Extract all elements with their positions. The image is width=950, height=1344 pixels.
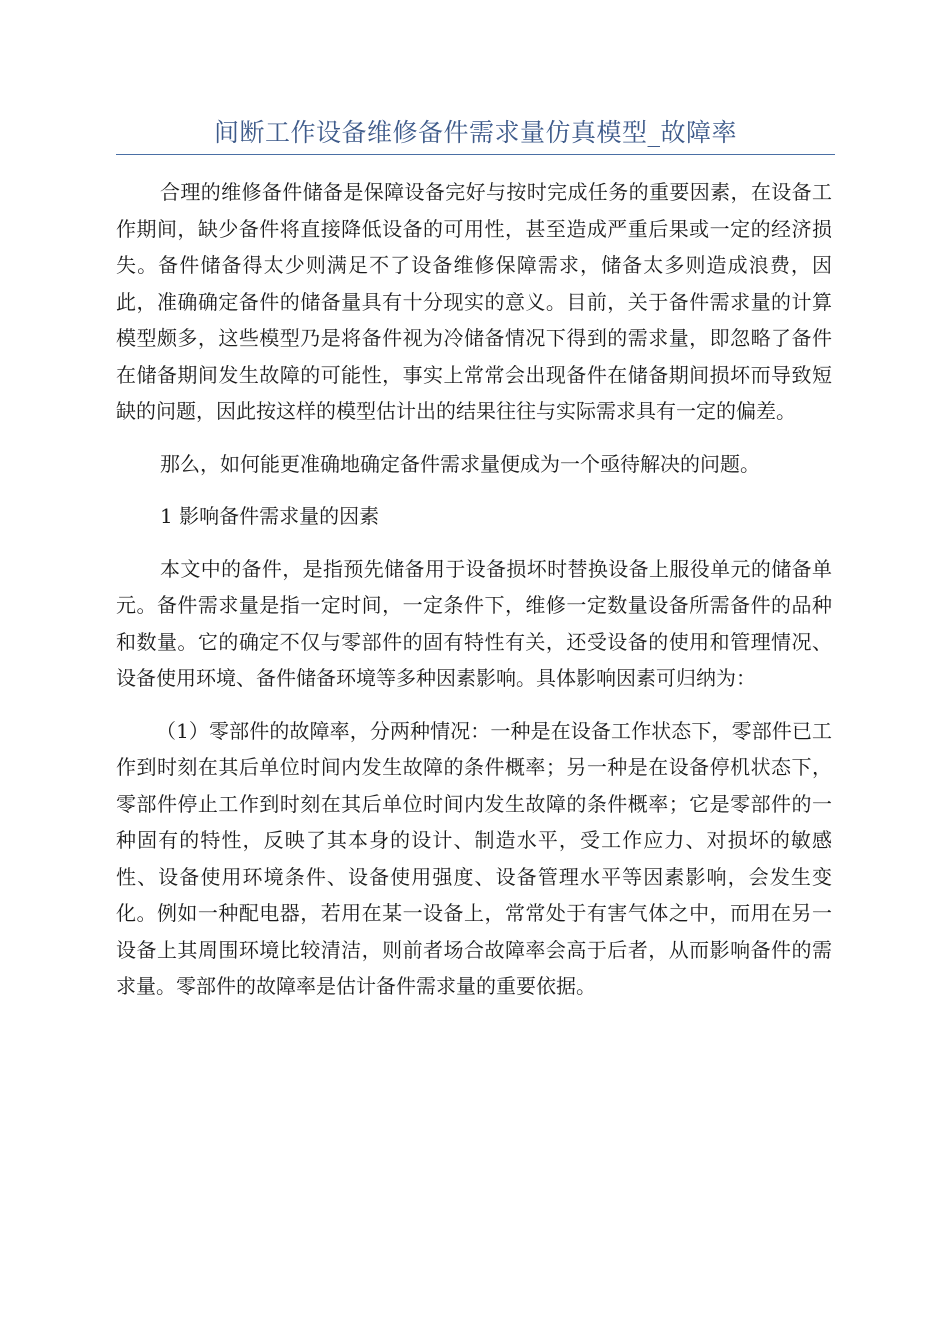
- document-title: 间断工作设备维修备件需求量仿真模型_故障率: [213, 118, 737, 147]
- paragraph-question: 那么，如何能更准确地确定备件需求量便成为一个亟待解决的问题。: [160, 451, 760, 476]
- document-body: [116, 174, 832, 1021]
- section-heading: 1 影响备件需求量的因素: [160, 504, 380, 528]
- title-underline: [116, 154, 835, 155]
- paragraph-intro: 合理的维修备件储备是保障设备完好与按时完成任务的重要因素，在设备工作期间，缺少备件将直接降低设备的可用性，甚至造成严重后果或一定的经济损失。备件储备得太少则满足不了设备维修保障需求，储备太多则造成浪费，因此，准确确定备件的储备量具有十分现实的意义。目前，关于备件需求量的计算模型颇多，这些模型乃是将备件视为冷储备情况下得到的需求量，即忽略了备件在储备期间发生故障的可能性，事实上常常会出现备件在储备期间损坏而导致短缺的问题，因此按这样的模型估计出的结果往往与实际需求具有一定的偏差。: [116, 180, 832, 423]
- paragraph-definition: 本文中的备件，是指预先储备用于设备损坏时替换设备上服役单元的储备单元。备件需求量是指一定时间，一定条件下，维修一定数量设备所需备件的品种和数量。它的确定不仅与零部件的固有特性有关，还受设备的使用和管理情况、设备使用环境、备件储备环境等多种因素影响。具体影响因素可归纳为：: [116, 556, 832, 690]
- paragraph-factor-1: （1）零部件的故障率，分两种情况：一种是在设备工作状态下，零部件已工作到时刻在其后单位时间内发生故障的条件概率；另一种是在设备停机状态下，零部件停止工作到时刻在其后单位时间内发生故障的条件概率；它是零部件的一种固有的特性，反映了其本身的设计、制造水平，受工作应力、对损坏的敏感性、设备使用环境条件、设备使用强度、设备管理水平等因素影响，会发生变化。例如一种配电器，若用在某一设备上，常常处于有害气体之中，而用在另一设备上其周围环境比较清洁，则前者场合故障率会高于后者，从而影响备件的需求量。零部件的故障率是估计备件需求量的重要依据。: [116, 718, 832, 998]
